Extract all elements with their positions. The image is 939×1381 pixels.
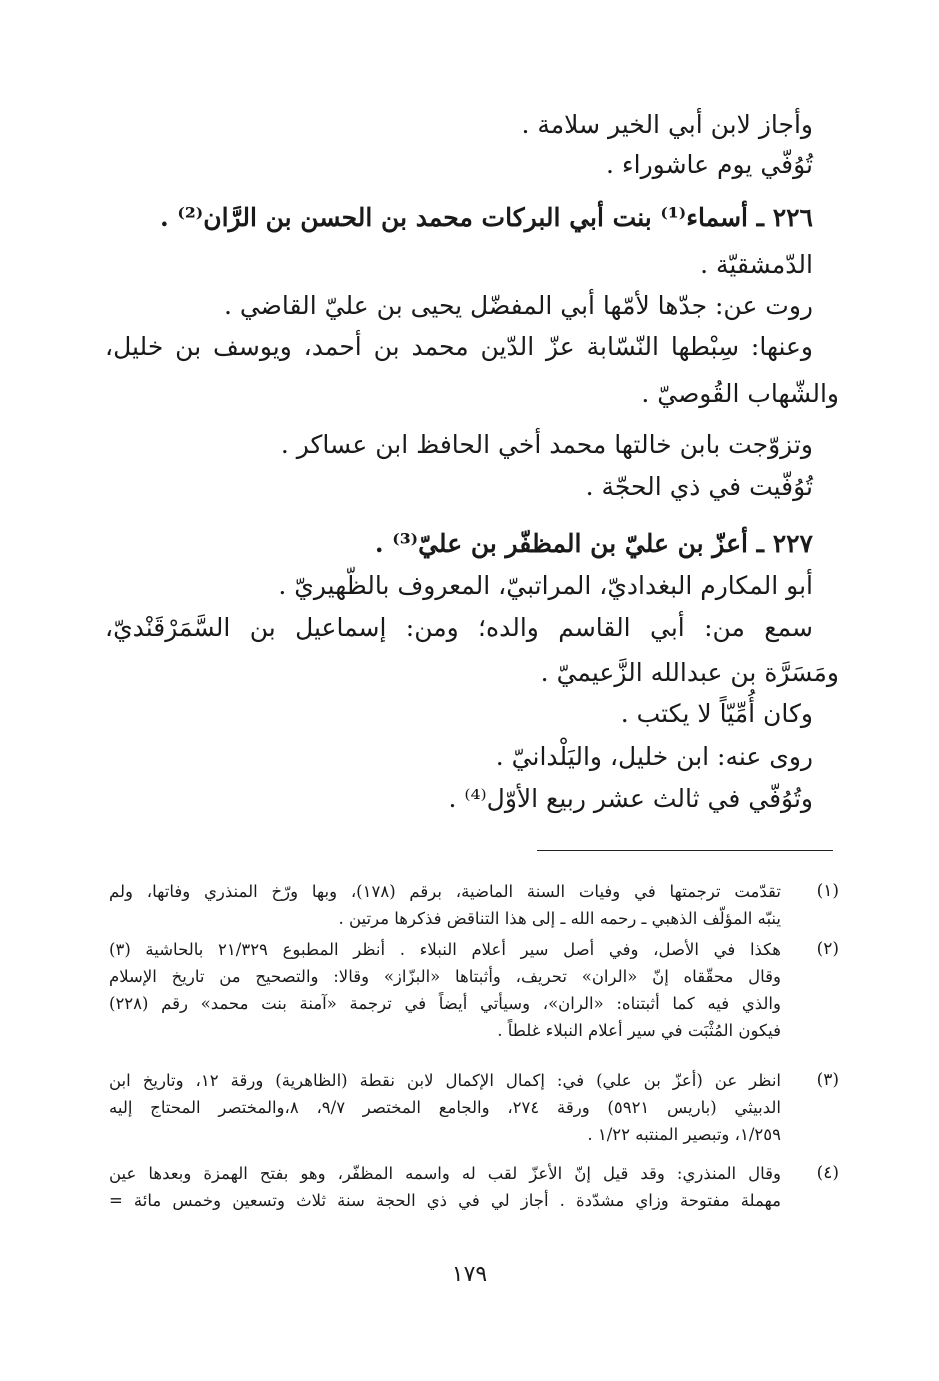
footnote-line: وقال محقّقاه إنّ «الران» تحريف، وأثبتاها «البزّاز» وقالا: والتصحيح من تاريخ الإسلام	[109, 967, 781, 986]
text-line: سمع من: أبي القاسم والده؛ ومن: إسماعيل بن السَّمَرْقَنْديّ،	[105, 613, 813, 642]
text-line: والشّهاب القُوصيّ .	[641, 379, 839, 408]
text-line: روى عنه: ابن خليل، واليَلْدانيّ .	[495, 742, 813, 771]
footnote-number: (٢)	[816, 939, 839, 959]
footnote-line: تقدّمت ترجمتها في وفيات السنة الماضية، برقم (١٧٨)، وبها ورّخ المنذري وفاتها، ولم	[109, 882, 781, 901]
text-line: وتزوّجت بابن خالتها محمد أخي الحافظ ابن عساكر .	[280, 430, 813, 459]
footnote-line: الدبيثي (باريس ٥٩٢١) ورقة ٢٧٤، والجامع المختصر ٩/٧، ٨،والمختصر المحتاج إليه	[109, 1098, 781, 1117]
footnote-number: (٣)	[816, 1070, 839, 1090]
footnote-separator	[537, 850, 833, 851]
text-line: روت عن: جدّها لأمّها أبي المفضّل يحيى بن عليّ القاضي .	[223, 291, 813, 320]
footnote-number: (١)	[816, 881, 839, 901]
footnote-number: (٤)	[816, 1163, 839, 1183]
footnote-line: هكذا في الأصل، وفي أصل سير أعلام النبلاء . أنظر المطبوع ٢١/٣٢٩ بالحاشية (٣)	[109, 940, 782, 959]
entry-heading: ٢٢٧ ـ أعزّ بن عليّ بن المظفّر بن عليّ⁽³⁾ .	[374, 529, 813, 558]
entry-heading: ٢٢٦ ـ أسماء⁽¹⁾ بنت أبي البركات محمد بن الحسن بن الرَّان⁽²⁾ .	[159, 203, 813, 232]
footnote-line: ١/٢٥٩، وتبصير المنتبه ١/٢٢ .	[587, 1125, 781, 1144]
footnote-line: مهملة مفتوحة وزاي مشدّدة . أجاز لي في ذي الحجة سنة ثلاث وتسعين وخمس مائة =	[109, 1191, 781, 1210]
page-number: ١٧٩	[451, 1262, 488, 1287]
text-line: وكان أُمِّيّاً لا يكتب .	[620, 699, 813, 728]
text-line: وعنها: سِبْطها النّسّابة عزّ الدّين محمد بن أحمد، ويوسف بن خليل،	[105, 332, 813, 361]
footnote-line: انظر عن (أعزّ بن علي) في: إكمال الإكمال لابن نقطة (الظاهرية) ورقة ١٢، وتاريخ ابن	[109, 1071, 781, 1090]
text-line: وتُوُفّي في ثالث عشر ربيع الأوّل⁽⁴⁾ .	[448, 784, 813, 813]
text-line: ومَسَرَّة بن عبدالله الزَّعيميّ .	[540, 658, 839, 687]
text-line: وأجاز لابن أبي الخير سلامة .	[521, 110, 813, 139]
text-line: تُوُفّيت في ذي الحجّة .	[585, 472, 813, 501]
footnote-line: والذي فيه كما أثبتناه: «الران»، وسيأتي أيضاً في ترجمة «آمنة بنت محمد» رقم (٢٢٨)	[109, 994, 781, 1013]
footnote-line: فيكون المُثْبَت في سير أعلام النبلاء غلطاً .	[497, 1021, 781, 1040]
text-line: تُوُفّي يوم عاشوراء .	[606, 150, 813, 179]
footnote-line: وقال المنذري: وقد قيل إنّ الأعزّ لقب له واسمه المظفّر، وهو بفتح الهمزة وبعدها عين	[109, 1164, 781, 1183]
text-line: الدّمشقيّة .	[700, 250, 813, 279]
footnote-line: ينبّه المؤلّف الذهبي ـ رحمه الله ـ إلى هذا التناقض فذكرها مرتين .	[338, 909, 781, 928]
text-line: أبو المكارم البغداديّ، المراتبيّ، المعروف بالظّهيريّ .	[278, 571, 813, 600]
